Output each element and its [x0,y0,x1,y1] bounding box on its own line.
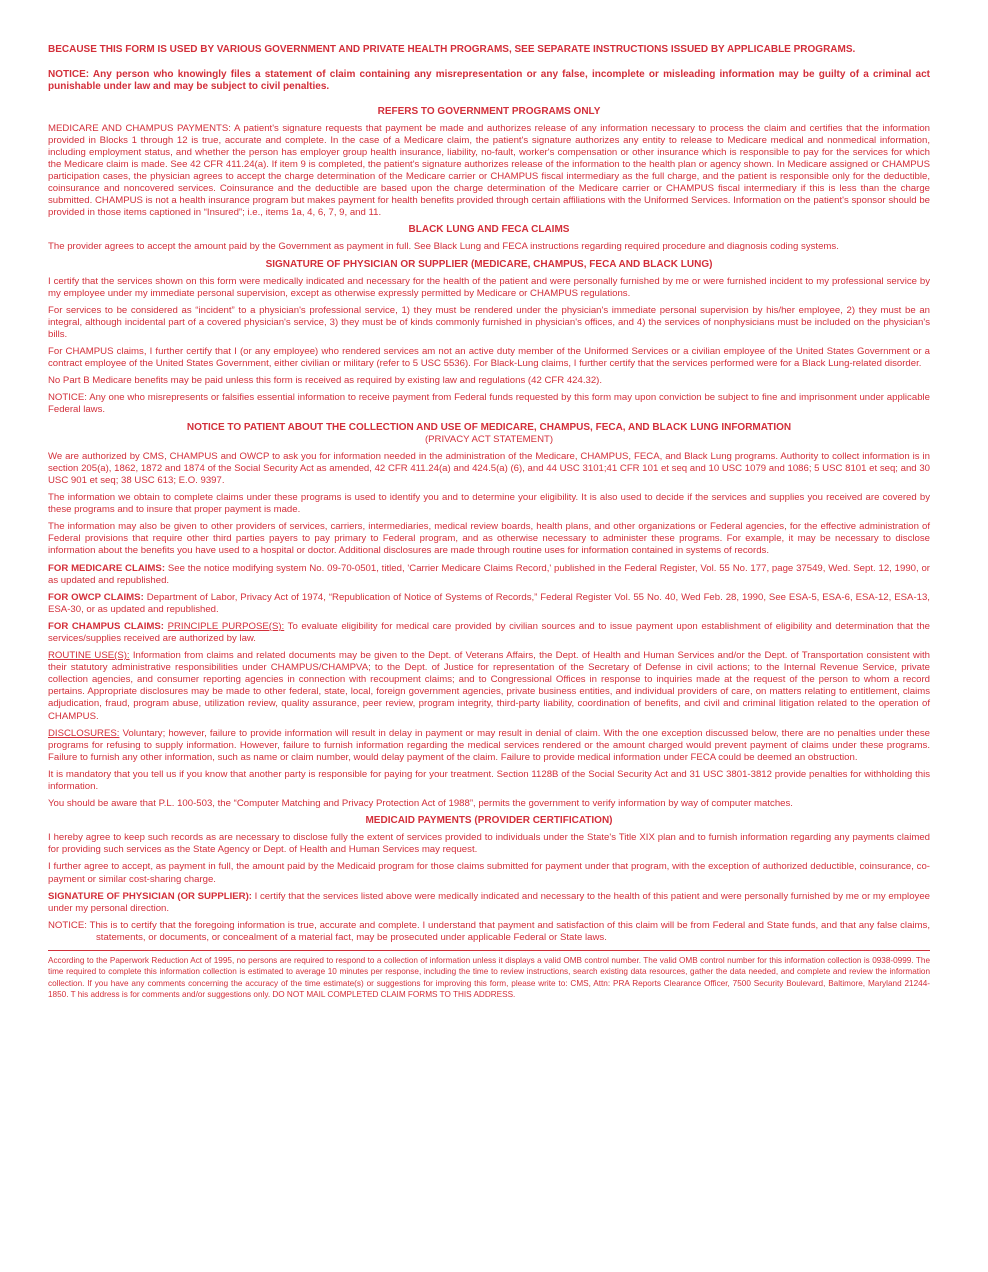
medicare-claims-text: See the notice modifying system No. 09-70-0501, titled, 'Carrier Medicare Claims Record,' published in the Federal Register, Vol. 55 No. 177, page 37549, Wed. Sept. 12, 1990, or as updated and republished. [48,562,931,586]
champus-certify-text: For CHAMPUS claims, I further certify that I (or any employee) who rendered services am not an active duty member of the Uniformed Services or a civilian employee of the United States Government or a contract employee of the United States Government, either civilian or military (refer to 5 USC 5536). For Black-Lung claims, I further certify that the services performed were for a Black Lung-related disorder. [48,346,930,370]
disclosures-paragraph [48,728,930,764]
champus-claims-label: FOR CHAMPUS CLAIMS: [48,620,164,632]
medicaid-signature-text: I certify that the services listed above were medically indicated and necessary to the health of this patient and were personally furnished by me or my employee under my personal direction. [48,890,930,914]
owcp-claims-text: Department of Labor, Privacy Act of 1974, “Republication of Notice of Systems of Records,” Federal Register Vol. 55 No. 40, Wed Feb. 28, 1990, See ESA-5, ESA-6, ESA-12, ESA-13, ESA-30, or as updated and republished. [48,591,930,615]
black-lung-heading: BLACK LUNG AND FECA CLAIMS [408,224,570,236]
information-use-text: The information we obtain to complete claims under these programs is used to identify you and to determine your eligibility. It is also used to decide if the services and supplies you received are covered by these programs and to insure that proper payment is made. [48,492,930,516]
owcp-claims-label: FOR OWCP CLAIMS: [48,591,144,603]
physician-signature-heading: SIGNATURE OF PHYSICIAN OR SUPPLIER (MEDICARE, CHAMPUS, FECA AND BLACK LUNG) [265,258,713,270]
mandatory-text: It is mandatory that you tell us if you know that another party is responsible for paying for your treatment. Section 1128B of the Social Security Act and 31 USC 3801-3812 provide penalties for withholding this information. [48,768,930,792]
medicaid-payment-text: I further agree to accept, as payment in full, the amount paid by the Medicaid program for those claims submitted for payment under that program, with the exception of authorized deductible, coinsurance, co-payment or similar cost-sharing charge. [48,861,930,885]
part-b-text: No Part B Medicare benefits may be paid unless this form is received as required by existing law and regulations (42 CFR 424.32). [48,375,603,387]
routine-use-paragraph [48,650,930,723]
medicaid-records-text: I hereby agree to keep such records as are necessary to disclose fully the extent of services provided to individuals under the State's Title XIX plan and to furnish information regarding any payments claimed for providing such services as the State Agency or Dept. of Health and Human Services may request. [48,832,930,856]
paperwork-reduction-notice: According to the Paperwork Reduction Act of 1995, no persons are required to respond to a collection of information unless it displays a valid OMB control number. The valid OMB control number for this information collection is 0938-0999. The time required to complete this information collection is estimated to average 10 minutes per response, including the time to review instructions, search existing data resources, gather the data needed, and complete and review the information collection. If you have any comments concerning the accuracy of the time estimate(s) or suggestions for improving this form, please write to: CMS, Attn: PRA Reports Clearance Officer, 7500 Security Boulevard, Baltimore, Maryland 21244-1850. T his address is for comments and/or suggestions only. DO NOT MAIL COMPLETED CLAIM FORMS TO THIS ADDRESS. [48,956,930,1000]
medicaid-signature-label: SIGNATURE OF PHYSICIAN (OR SUPPLIER): [48,890,252,902]
owcp-claims-paragraph [48,592,930,616]
disclosures-text: Voluntary; however, failure to provide information will result in delay in payment or may result in denial of claim. With the one exception discussed below, there are no penalties under these programs for refusing to supply information. However, failure to furnish information regarding the medical services rendered or the amount charged would prevent payment of claims under these programs. Failure to furnish any other information, such as name or claim number, would delay payment of the claim. Failure to provide medical information under FECA could be deemed an obstruction. [48,727,930,763]
champus-claims-paragraph [48,621,930,645]
misrepresent-notice-text: NOTICE: Any one who misrepresents or falsifies essential information to receive payment from Federal funds requested by this form may upon conviction be subject to fine and imprisonment under applicable Federal laws. [48,392,930,416]
medicaid-heading: MEDICAID PAYMENTS (PROVIDER CERTIFICATION) [365,815,613,827]
false-claim-notice: NOTICE: Any person who knowingly files a statement of claim containing any misrepresentation or any false, incomplete or misleading information may be guilty of a criminal act punishable under law and may be subject to civil penalties. [48,68,930,92]
disclosure-providers-text: The information may also be given to other providers of services, carriers, intermediaries, medical review boards, health plans, and other organizations or Federal agencies, for the effective administration of Federal provisions that require other third parties payers to pay primary to Federal program, and as otherwise necessary to administer these programs. For example, it may be necessary to disclose information about the benefits you have used to a hospital or doctor. Additional disclosures are made through routine uses for information contained in systems of records. [48,521,930,557]
computer-matching-text: You should be aware that P.L. 100-503, the “Computer Matching and Privacy Protection Act of 1988”, permits the government to verify information by way of computer matches. [48,798,793,810]
privacy-act-subheading: (PRIVACY ACT STATEMENT) [424,433,554,445]
privacy-notice-heading: NOTICE TO PATIENT ABOUT THE COLLECTION AND USE OF MEDICARE, CHAMPUS, FECA, AND BLACK LUNG INFORMATION [186,421,792,433]
incident-services-text: For services to be considered as “incident” to a physician's professional service, 1) they must be rendered under the physician's immediate personal supervision by his/her employee, 2) they must be an integral, although incidental part of a covered physician's service, 3) they must be of kinds commonly furnished in physician's offices, and 4) the services of nonphysicians must be included on the physician's bills. [48,304,930,340]
routine-use-text: Information from claims and related documents may be given to the Dept. of Veterans Affairs, the Dept. of Health and Human Services and/or the Dept. of Transportation consistent with their statutory administrative responsibilities under CHAMPUS/CHAMPVA; to the Dept. of Justice for representation of the Secretary of Defense in civil actions; to the Internal Revenue Service, private collection agencies, and consumer reporting agencies in connection with recoupment claims; and to Congressional Offices in response to inquiries made at the request of the person to whom a record pertains. Appropriate disclosures may be made to other federal, state, local, foreign government agencies, private business entities, and individual providers of care, on matters relating to entitlement, claims adjudication, fraud, program abuse, utilization review, quality assurance, peer review, program integrity, third-party liability, coordination of benefits, and civil and criminal litigation related to the operation of CHAMPUS. [48,650,930,722]
medicare-claims-label: FOR MEDICARE CLAIMS: [48,562,166,574]
medicare-champus-payments-text: MEDICARE AND CHAMPUS PAYMENTS: A patient's signature requests that payment be made and authorizes release of any information necessary to process the claim and certifies that the information provided in Blocks 1 through 12 is true, accurate and complete. In the case of a Medicare claim, the patient's signature authorizes any entity to release to Medicare medical and nonmedical information, including employment status, and whether the person has employer group health insurance, liability, no-fault, worker's compensation or other insurance which is responsible to pay for the services for which the Medicare claim is made. See 42 CFR 411.24(a). If item 9 is completed, the patient's signature authorizes release of the information to the health plan or agency shown. In Medicare assigned or CHAMPUS participation cases, the physician agrees to accept the charge determination of the Medicare carrier or CHAMPUS fiscal intermediary as the full charge, and the patient is responsible only for the deductible, coinsurance and noncovered services. Coinsurance and the deductible are based upon the charge determination of the Medicare carrier or CHAMPUS fiscal intermediary if this is less than the charge submitted. CHAMPUS is not a health insurance program but makes payment for health benefits provided through certain affiliations with the Uniformed Services. Information on the patient's sponsor should be provided in those items captioned in “Insured”; i.e., items 1a, 4, 6, 7, 9, and 11. [48,122,930,219]
principle-purpose-label: PRINCIPLE PURPOSE(S): [167,620,285,632]
government-programs-heading: REFERS TO GOVERNMENT PROGRAMS ONLY [377,105,601,117]
routine-use-label: ROUTINE USE(S): [48,650,130,662]
disclosures-label: DISCLOSURES: [48,727,120,739]
footer-divider [48,950,930,951]
black-lung-text: The provider agrees to accept the amount paid by the Government as payment in full. See Black Lung and FECA instructions regarding required procedure and diagnosis coding systems. [48,241,839,253]
champus-claims-text: To evaluate eligibility for medical care provided by civilian sources and to issue payment upon establishment of eligibility and determination that the services/supplies received are authorized by law. [48,620,930,644]
medicaid-notice-text: NOTICE: This is to certify that the foregoing information is true, accurate and complete. I understand that payment and satisfaction of this claim will be from Federal and State funds, and that any false claims, statements, or documents, or concealment of a material fact, may be prosecuted under applicable Federal or State laws. [48,919,930,943]
authority-text: We are authorized by CMS, CHAMPUS and OWCP to ask you for information needed in the administration of the Medicare, CHAMPUS, FECA, and Black Lung programs. Authority to collect information is in section 205(a), 1862, 1872 and 1874 of the Social Security Act as amended, 42 CFR 411.24(a) and 424.5(a) (6), and 44 USC 3101;41 CFR 101 et seq and 10 USC 1079 and 1086; 5 USC 8101 et seq; and 30 USC 901 et seq; 38 USC 613; E.O. 9397. [48,450,930,486]
instructions-notice: BECAUSE THIS FORM IS USED BY VARIOUS GOVERNMENT AND PRIVATE HEALTH PROGRAMS, SEE SEPARATE INSTRUCTIONS ISSUED BY APPLICABLE PROGRAMS. [48,44,856,55]
medicaid-signature-paragraph [48,891,930,915]
signature-certify-text: I certify that the services shown on this form were medically indicated and necessary for the health of the patient and were personally furnished by me or were furnished incident to my professional service by my employee under my immediate personal supervision, except as otherwise expressly permitted by Medicare or CHAMPUS regulations. [48,275,930,299]
medicare-claims-paragraph [48,563,930,587]
